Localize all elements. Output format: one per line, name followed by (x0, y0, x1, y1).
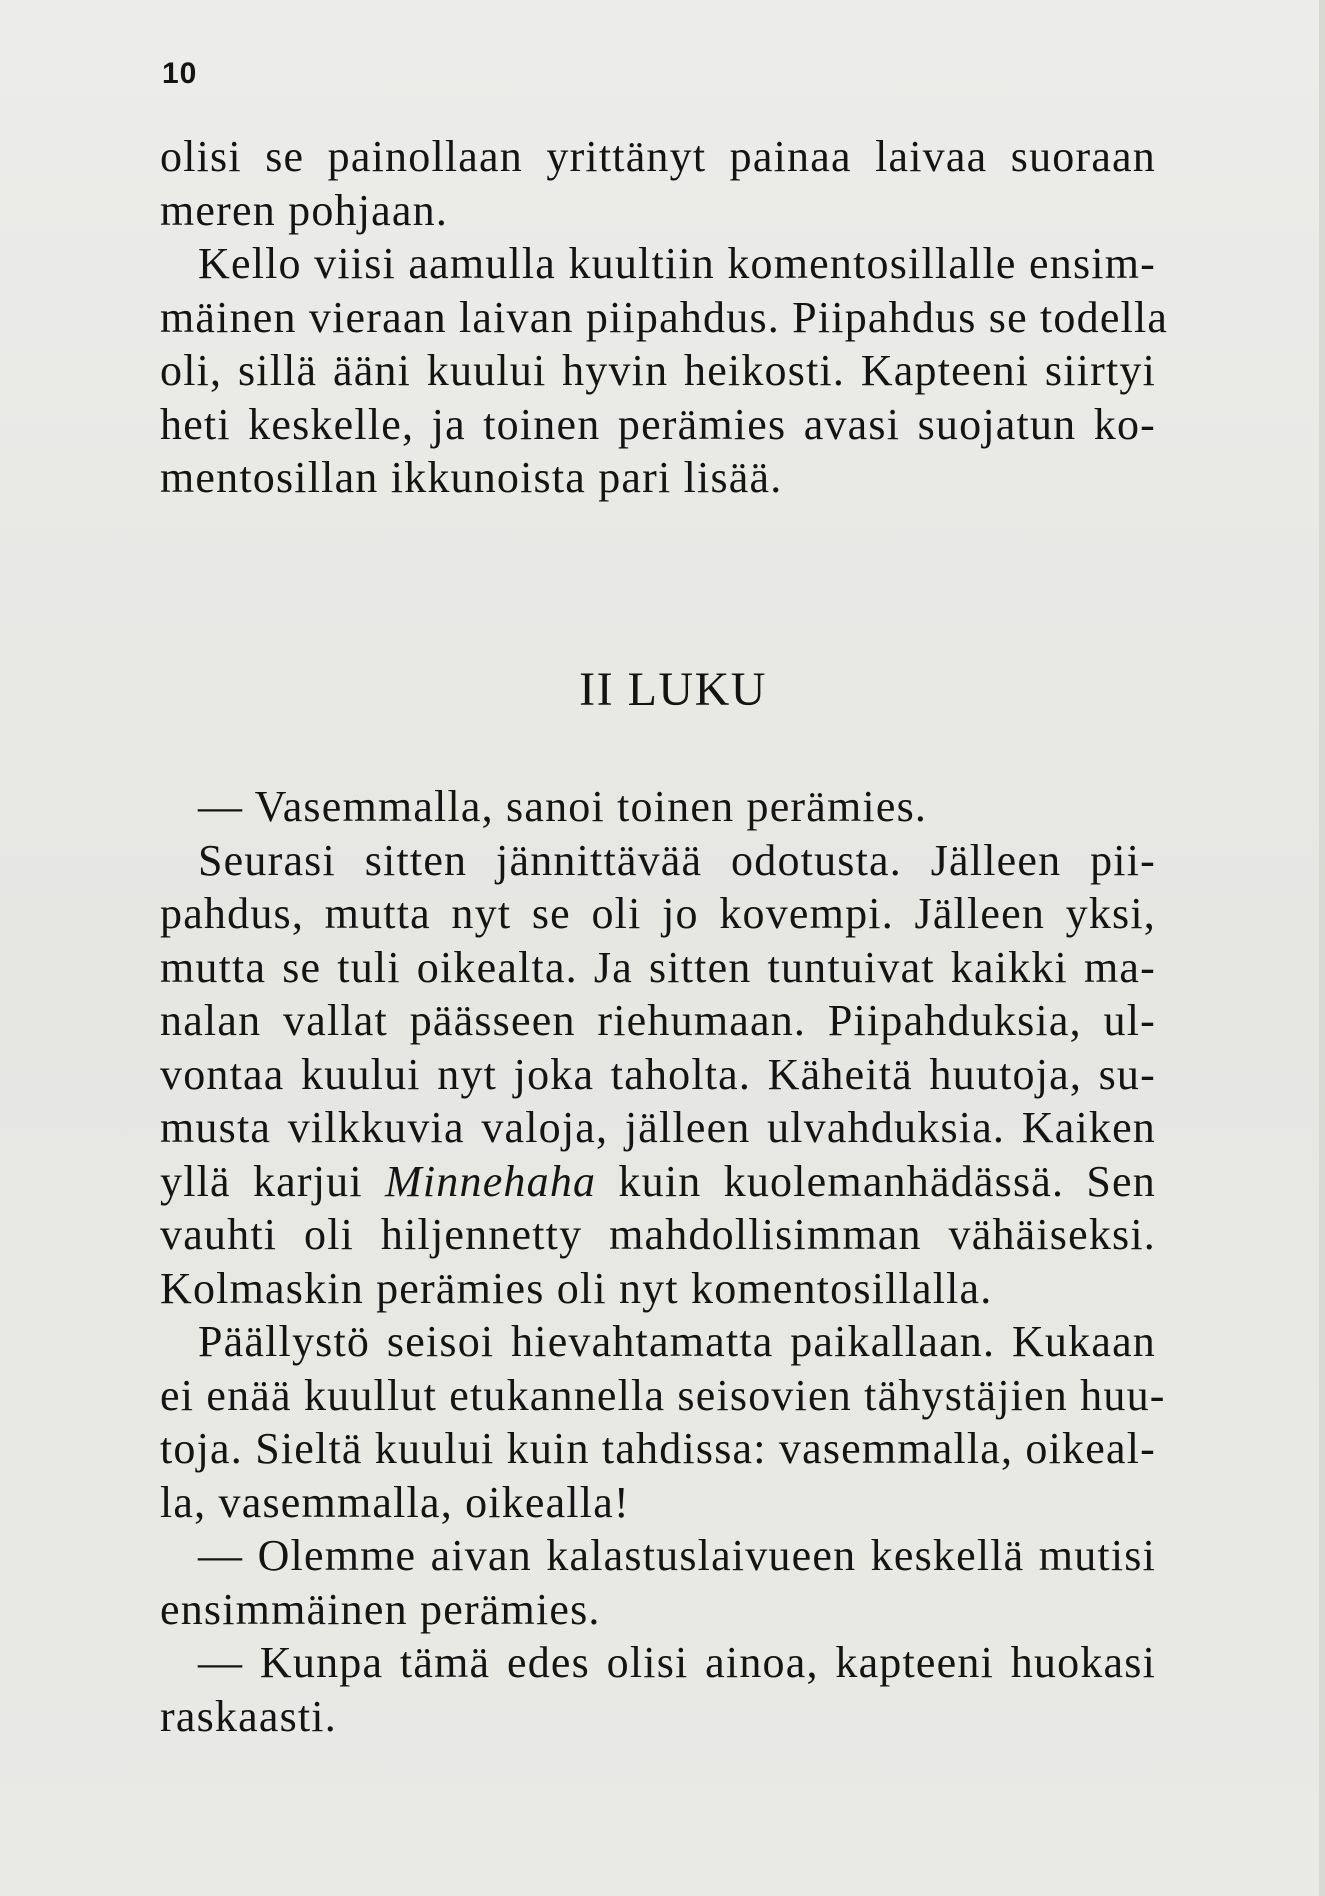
text-line: vauhti oli hiljennetty mahdollisimman vähäiseksi. (160, 1210, 1156, 1259)
text-line: la, vasemmalla, oikealla! (160, 1477, 630, 1527)
text-line: mutta se tuli oikealta. Ja sitten tuntuivat kaikki ma- (160, 942, 1156, 992)
text-line: vontaa kuului nyt joka taholta. Käheitä huutoja, su- (160, 1049, 1156, 1099)
text-line: toja. Sieltä kuului kuin tahdissa: vasemmalla, oikeal- (160, 1424, 1156, 1473)
text-line: — Olemme aivan kalastuslaivueen keskellä mutisi (198, 1531, 1156, 1580)
page-number: 10 (162, 57, 198, 90)
text-line: Kolmaskin perämies oli nyt komentosillalla. (160, 1263, 993, 1313)
text-line: ei enää kuullut etukannella seisovien tähystäjien huu- (160, 1370, 1166, 1420)
page-edge (1319, 0, 1325, 1896)
text-line: — Kunpa tämä edes olisi ainoa, kapteeni huokasi (198, 1638, 1156, 1687)
text-line: meren pohjaan. (160, 185, 449, 235)
text-line (160, 1155, 1156, 1209)
text-line: raskaasti. (160, 1691, 337, 1741)
ship-name: Minnehaha (385, 1156, 597, 1206)
text-line: Päällystö seisoi hievahtamatta paikallaan. Kukaan (198, 1317, 1156, 1366)
text-line: mäinen vieraan laivan piipahdus. Piipahdus se todella (160, 292, 1169, 342)
text-line: heti keskelle, ja toinen perämies avasi suojatun ko- (160, 399, 1156, 449)
text-line: — Vasemmalla, sanoi toinen perämies. (198, 782, 928, 831)
text-line: ensimmäinen perämies. (160, 1584, 601, 1634)
text-line: mentosillan ikkunoista pari lisää. (160, 453, 783, 502)
text-line: oli, sillä ääni kuului hyvin heikosti. Kapteeni siirtyi (160, 346, 1156, 395)
text-segment: yllä karjui (160, 1156, 386, 1206)
text-line: Kello viisi aamulla kuultiin komentosillalle ensim- (198, 239, 1156, 288)
text-line: Seurasi sitten jännittävää odotusta. Jälleen pii- (198, 835, 1156, 885)
text-line: musta vilkkuvia valoja, jälleen ulvahduksia. Kaiken (160, 1103, 1156, 1152)
text-segment: kuin kuolemanhädässä. Sen (596, 1156, 1156, 1206)
text-line: nalan vallat päässeen riehumaan. Piipahduksia, ul- (160, 996, 1156, 1045)
chapter-heading: II LUKU (579, 663, 767, 716)
text-line: pahdus, mutta nyt se oli jo kovempi. Jälleen yksi, (160, 889, 1156, 938)
text-line: olisi se painollaan yrittänyt painaa laivaa suoraan (160, 132, 1156, 181)
intro-paragraphs (160, 130, 1169, 505)
chapter-paragraphs (160, 780, 1166, 1743)
